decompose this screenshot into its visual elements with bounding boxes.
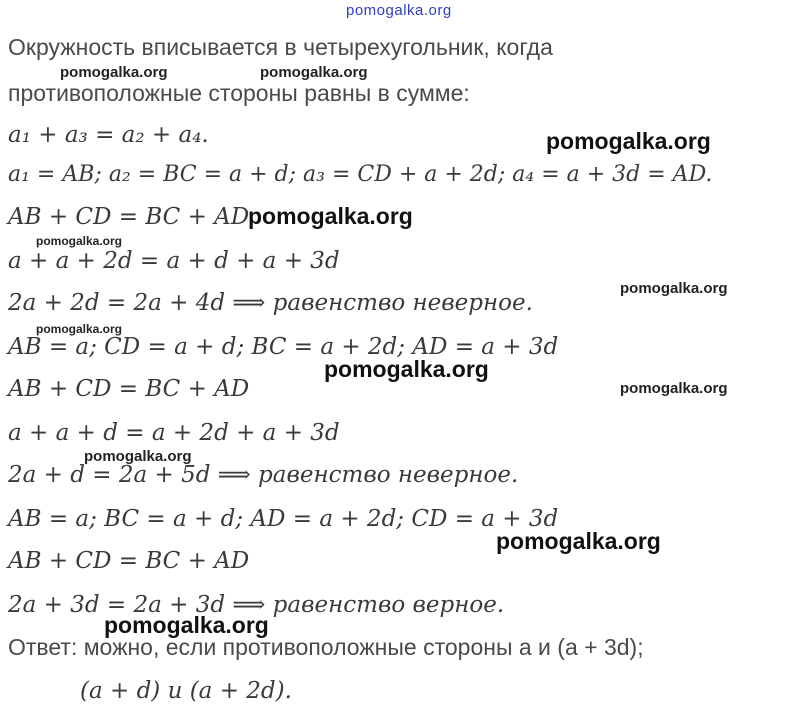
formula-line-6: a + a + 2d = a + d + a + 3d [8, 248, 340, 274]
watermark: pomogalka.org [36, 234, 123, 248]
text-line-1: Окружность вписывается в четырехугольник, когда [8, 34, 553, 60]
formula-line-10: a + a + d = a + 2d + a + 3d [8, 420, 340, 446]
formula-line-13: AB + CD = BC + AD [8, 548, 250, 574]
formula-line-9: AB + CD = BC + AD [8, 376, 250, 402]
formula-line-3: a₁ + a₃ = a₂ + a₄. [8, 122, 209, 148]
watermark: pomogalka.org [84, 448, 192, 465]
formula-line-8: AB = a; CD = a + d; BC = a + 2d; AD = a + 3d [8, 334, 559, 360]
formula-line-4: a₁ = AB; a₂ = BC = a + d; a₃ = CD + a + 2d; a₄ = a + 3d = AD. [8, 162, 713, 187]
formula-line-5: AB + CD = BC + AD [8, 204, 250, 230]
formula-line-7: 2a + 2d = 2a + 4d ⟹ равенство неверное. [8, 290, 533, 316]
watermark: pomogalka.org [36, 322, 123, 336]
watermark-top: pomogalka.org [346, 2, 452, 19]
formula-line-11: 2a + d = 2a + 5d ⟹ равенство неверное. [8, 462, 519, 488]
watermark: pomogalka.org [324, 356, 489, 382]
text-line-2: противоположные стороны равны в сумме: [8, 80, 470, 106]
formula-line-12: AB = a; BC = a + d; AD = a + 2d; CD = a + 3d [8, 506, 559, 532]
watermark: pomogalka.org [496, 528, 661, 554]
watermark: pomogalka.org [260, 64, 368, 81]
formula-line-14: 2a + 3d = 2a + 3d ⟹ равенство верное. [8, 592, 505, 618]
watermark: pomogalka.org [104, 612, 269, 638]
watermark: pomogalka.org [620, 380, 728, 397]
answer-line-2: (a + d) и (a + 2d). [80, 678, 292, 704]
watermark: pomogalka.org [248, 203, 413, 229]
watermark: pomogalka.org [546, 128, 711, 154]
answer-line-1: Ответ: можно, если противоположные стороны a и (a + 3d); [8, 634, 644, 660]
watermark: pomogalka.org [60, 64, 168, 81]
watermark: pomogalka.org [620, 280, 728, 297]
